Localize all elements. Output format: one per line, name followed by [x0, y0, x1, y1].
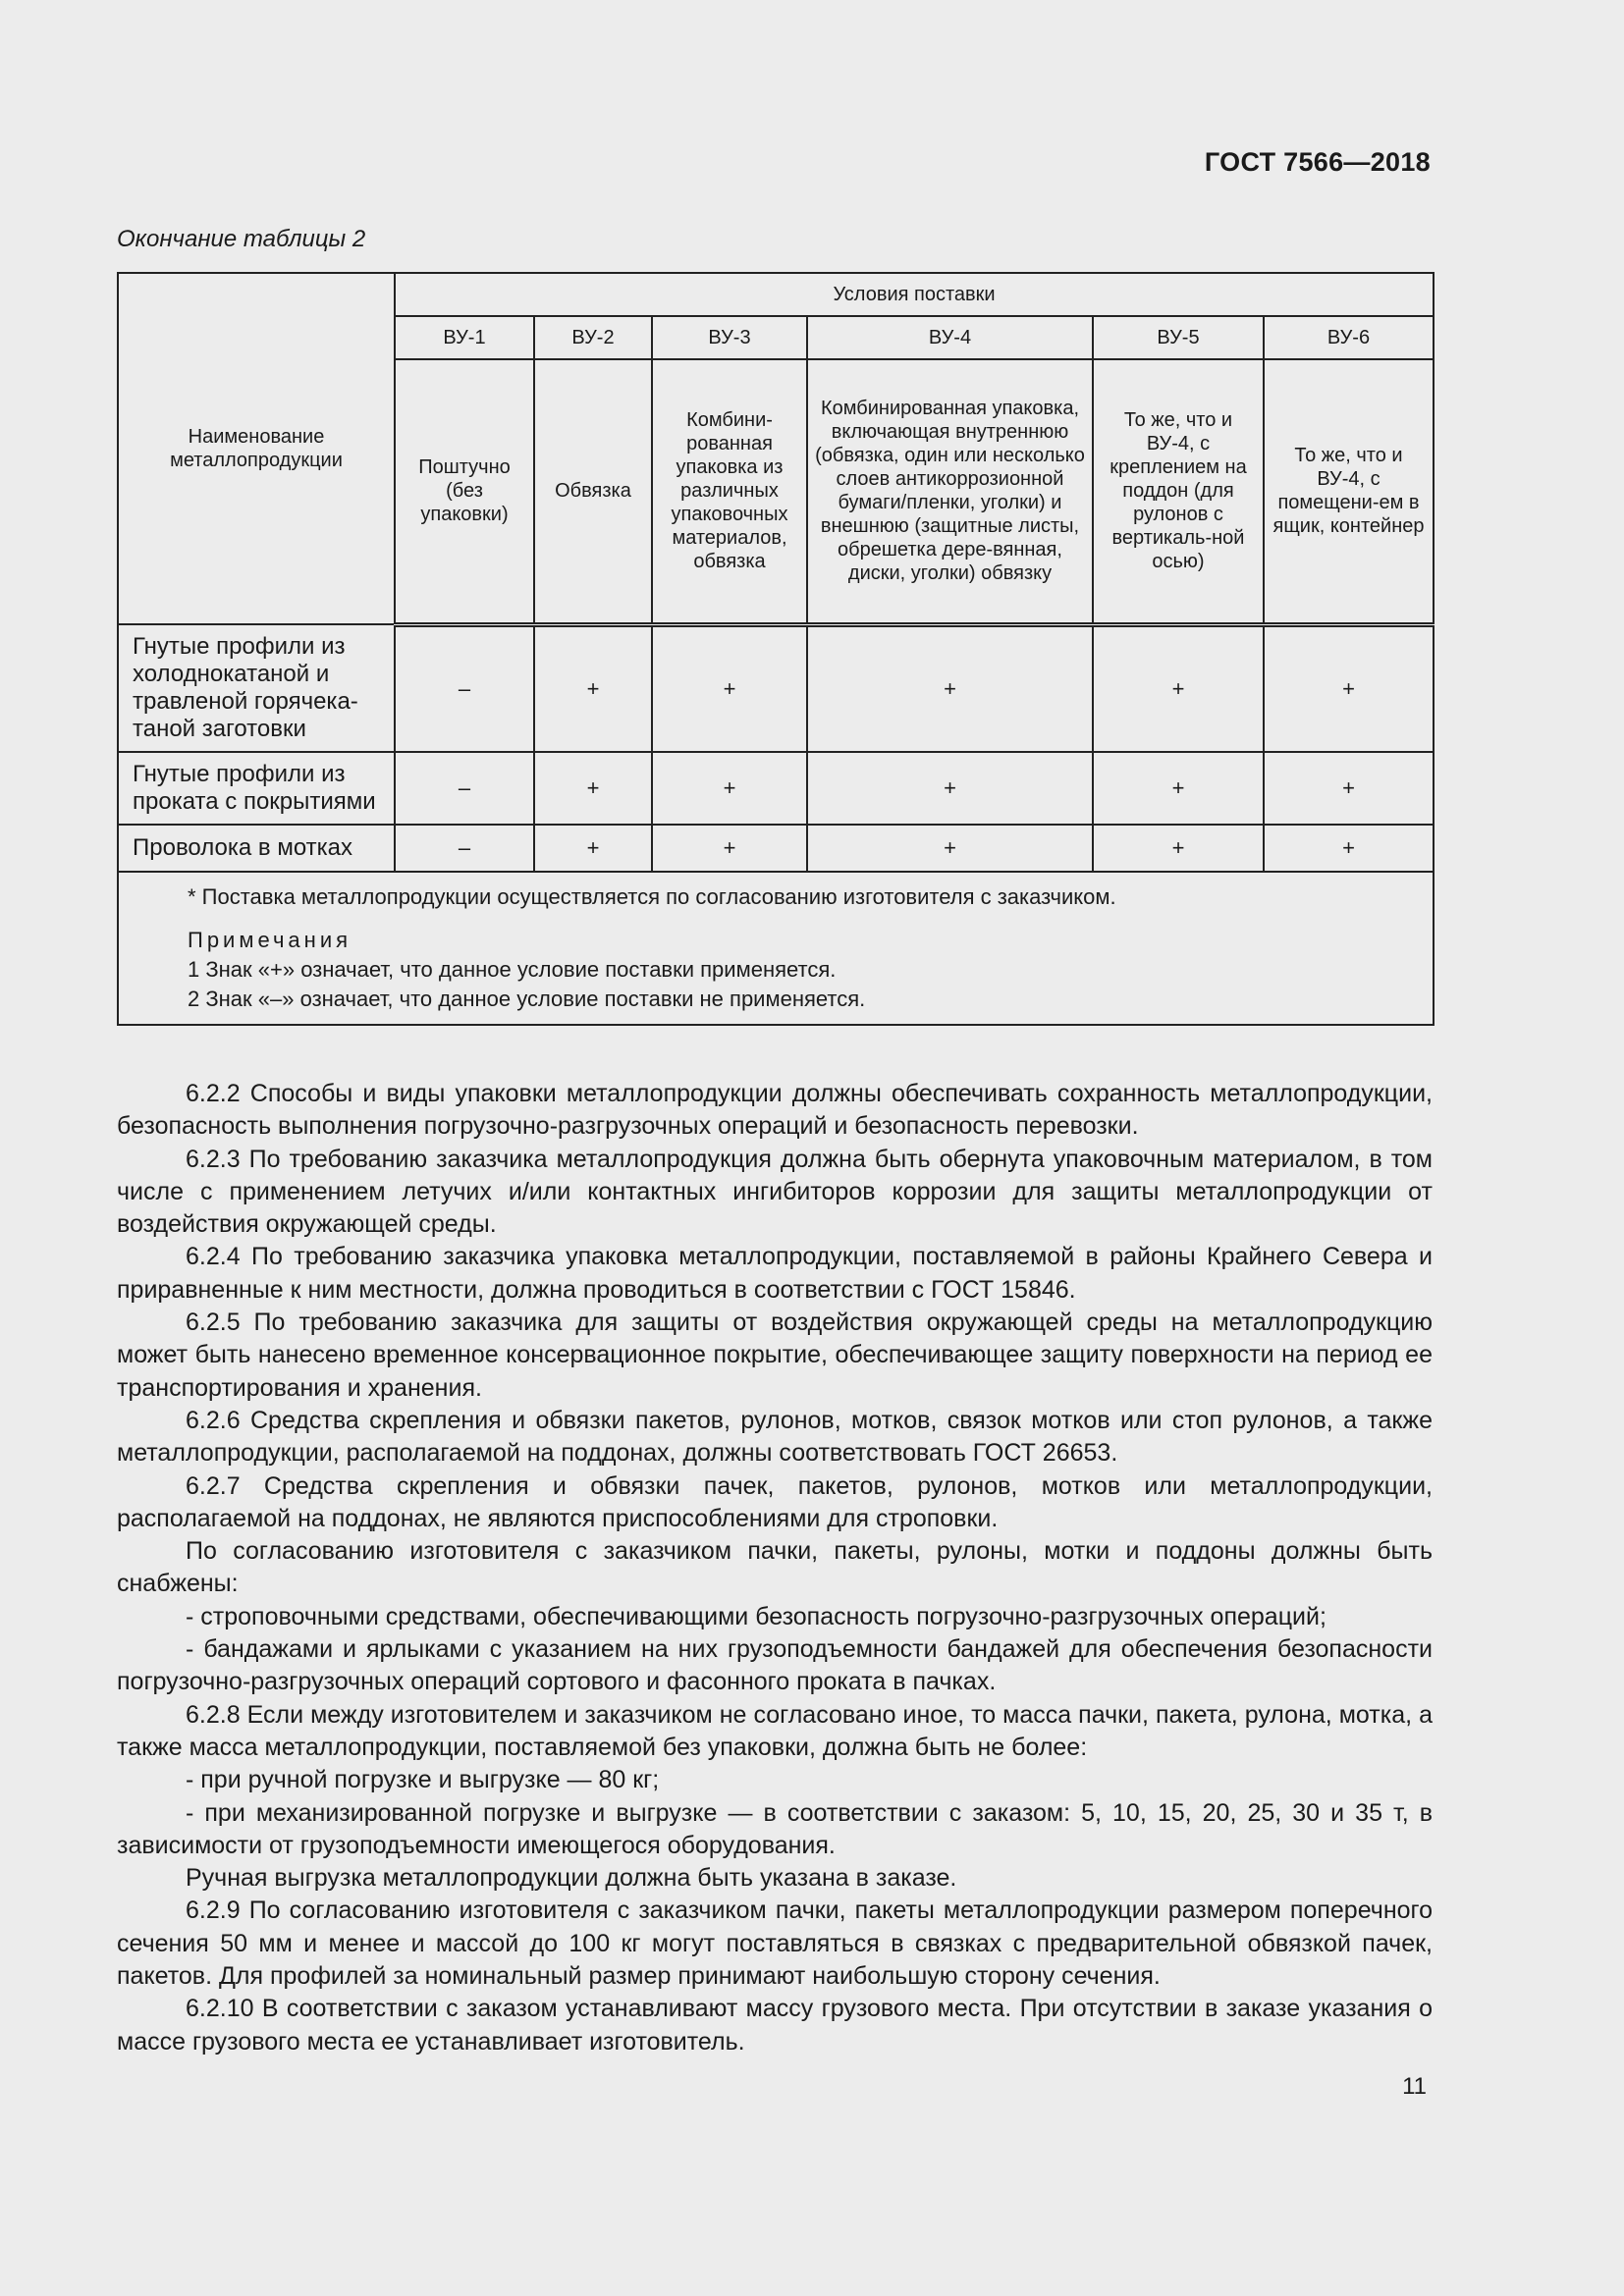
page-number: 11: [1402, 2073, 1427, 2100]
footnote: * Поставка металлопродукции осуществляется по согласованию изготовителя с заказчиком.: [188, 884, 1116, 909]
table-cell: +: [1264, 624, 1434, 752]
table-cell: –: [395, 624, 534, 752]
paragraph: По согласованию изготовителя с заказчиком пачки, пакеты, рулоны, мотки и поддоны должны быть снабжены:: [117, 1537, 1433, 1598]
table-cell: +: [1264, 752, 1434, 825]
list-item: - бандажами и ярлыками с указанием на них грузоподъемности бандажей для обеспечения безопасности погрузочно-разгрузочных операций сортового и фасонного проката в пачках.: [117, 1635, 1433, 1696]
table-cell: +: [534, 825, 652, 872]
table-cell: +: [1093, 624, 1264, 752]
paragraph: Ручная выгрузка металлопродукции должна быть указана в заказе.: [186, 1864, 957, 1893]
table-cell: –: [395, 825, 534, 872]
delivery-conditions-table: [117, 272, 1435, 1026]
table-notes: [118, 872, 1434, 1025]
condition-description: Поштучно (без упаковки): [395, 359, 534, 624]
product-name: Гнутые профили из холоднокатаной и травленой горячека-таной заготовки: [118, 624, 395, 752]
condition-description: То же, что и ВУ-4, с креплением на поддон (для рулонов с вертикаль-ной осью): [1093, 359, 1264, 624]
table-cell: +: [807, 825, 1093, 872]
table-row: [118, 825, 1434, 872]
name-column-header: Наименование металлопродукции: [118, 273, 395, 624]
table-cell: +: [652, 825, 807, 872]
notes-title: Примечания: [188, 928, 352, 952]
table-cell: +: [652, 624, 807, 752]
paragraph: 6.2.10 В соответствии с заказом устанавливают массу грузового места. При отсутствии в заказе указания о массе грузового места ее устанавливает изготовитель.: [117, 1995, 1433, 2056]
code-header: ВУ-4: [807, 316, 1093, 359]
note-item: 2 Знак «–» означает, что данное условие поставки не применяется.: [188, 987, 866, 1011]
list-item: - строповочными средствами, обеспечивающими безопасность погрузочно-разгрузочных операций;: [186, 1602, 1326, 1630]
code-header: ВУ-2: [534, 316, 652, 359]
paragraph: 6.2.9 По согласованию изготовителя с заказчиком пачки, пакеты металлопродукции размером поперечного сечения 50 мм и менее и массой до 100 кг могут поставляться в связках с предварительной обвязкой пачек, пакетов. Для профилей за номинальный размер принимают наибольшую сторону сечения.: [117, 1896, 1433, 1991]
notes-row: [118, 872, 1434, 1025]
condition-description: Комбинированная упаковка, включающая внутреннюю (обвязка, один или несколько слоев антикоррозионной бумаги/пленки, уголки) и внешнюю (защитные листы, обрешетка дере-вянная, диски, уголки) обвязку: [807, 359, 1093, 624]
document-id: ГОСТ 7566—2018: [1204, 147, 1431, 177]
table-cell: +: [1093, 752, 1264, 825]
table-cell: –: [395, 752, 534, 825]
list-item: - при механизированной погрузке и выгрузке — в соответствии с заказом: 5, 10, 15, 20, 25, 30 и 35 т, в зависимости от грузоподъемности имеющегося оборудования.: [117, 1798, 1433, 1859]
paragraph: 6.2.4 По требованию заказчика упаковка металлопродукции, поставляемой в районы Крайнего Севера и приравненные к ним местности, должна проводиться в соответствии с ГОСТ 15846.: [117, 1243, 1433, 1304]
code-header: ВУ-6: [1264, 316, 1434, 359]
table-cell: +: [534, 752, 652, 825]
paragraph: 6.2.7 Средства скрепления и обвязки пачек, пакетов, рулонов, мотков или металлопродукции, располагаемой на поддонах, не являются приспособлениями для строповки.: [117, 1471, 1433, 1532]
table-cell: +: [807, 624, 1093, 752]
code-header: ВУ-5: [1093, 316, 1264, 359]
table-row: [118, 624, 1434, 752]
paragraph: 6.2.2 Способы и виды упаковки металлопродукции должны обеспечивать сохранность металлопродукции, безопасность выполнения погрузочно-разгрузочных операций и безопасность перевозки.: [117, 1080, 1433, 1141]
note-item: 1 Знак «+» означает, что данное условие поставки применяется.: [188, 957, 837, 982]
table-cell: +: [534, 624, 652, 752]
code-header: ВУ-1: [395, 316, 534, 359]
table-cell: +: [652, 752, 807, 825]
paragraph: 6.2.6 Средства скрепления и обвязки пакетов, рулонов, мотков, связок мотков или стоп рулонов, а также металлопродукции, располагаемой на поддонах, должны соответствовать ГОСТ 26653.: [117, 1406, 1433, 1468]
product-name: Гнутые профили из проката с покрытиями: [118, 752, 395, 825]
table-caption: Окончание таблицы 2: [117, 226, 366, 252]
paragraph: 6.2.3 По требованию заказчика металлопродукция должна быть обернута упаковочным материалом, в том числе с применением летучих и/или контактных ингибиторов коррозии для защиты металлопродукции от воздействия окружающей среды.: [117, 1145, 1433, 1239]
product-name: Проволока в мотках: [118, 825, 395, 872]
table-cell: +: [1093, 825, 1264, 872]
table-cell: +: [1264, 825, 1434, 872]
condition-description: То же, что и ВУ-4, с помещени-ем в ящик, контейнер: [1264, 359, 1434, 624]
paragraph: 6.2.8 Если между изготовителем и заказчиком не согласовано иное, то масса пачки, пакета, рулона, мотка, а также масса металлопродукции, поставляемой без упаковки, должна быть не более:: [117, 1700, 1433, 1761]
list-item: - при ручной погрузке и выгрузке — 80 кг;: [186, 1766, 660, 1794]
body-text: [117, 1078, 1433, 2058]
code-header: ВУ-3: [652, 316, 807, 359]
table-row: [118, 752, 1434, 825]
group-header: Условия поставки: [395, 273, 1434, 316]
condition-description: Обвязка: [534, 359, 652, 624]
condition-description: Комбини-рованная упаковка из различных упаковочных материалов, обвязка: [652, 359, 807, 624]
table-cell: +: [807, 752, 1093, 825]
paragraph: 6.2.5 По требованию заказчика для защиты от воздействия окружающей среды на металлопродукцию может быть нанесено временное консервационное покрытие, обеспечивающее защиту поверхности на период ее транспортирования и хранения.: [117, 1308, 1433, 1402]
